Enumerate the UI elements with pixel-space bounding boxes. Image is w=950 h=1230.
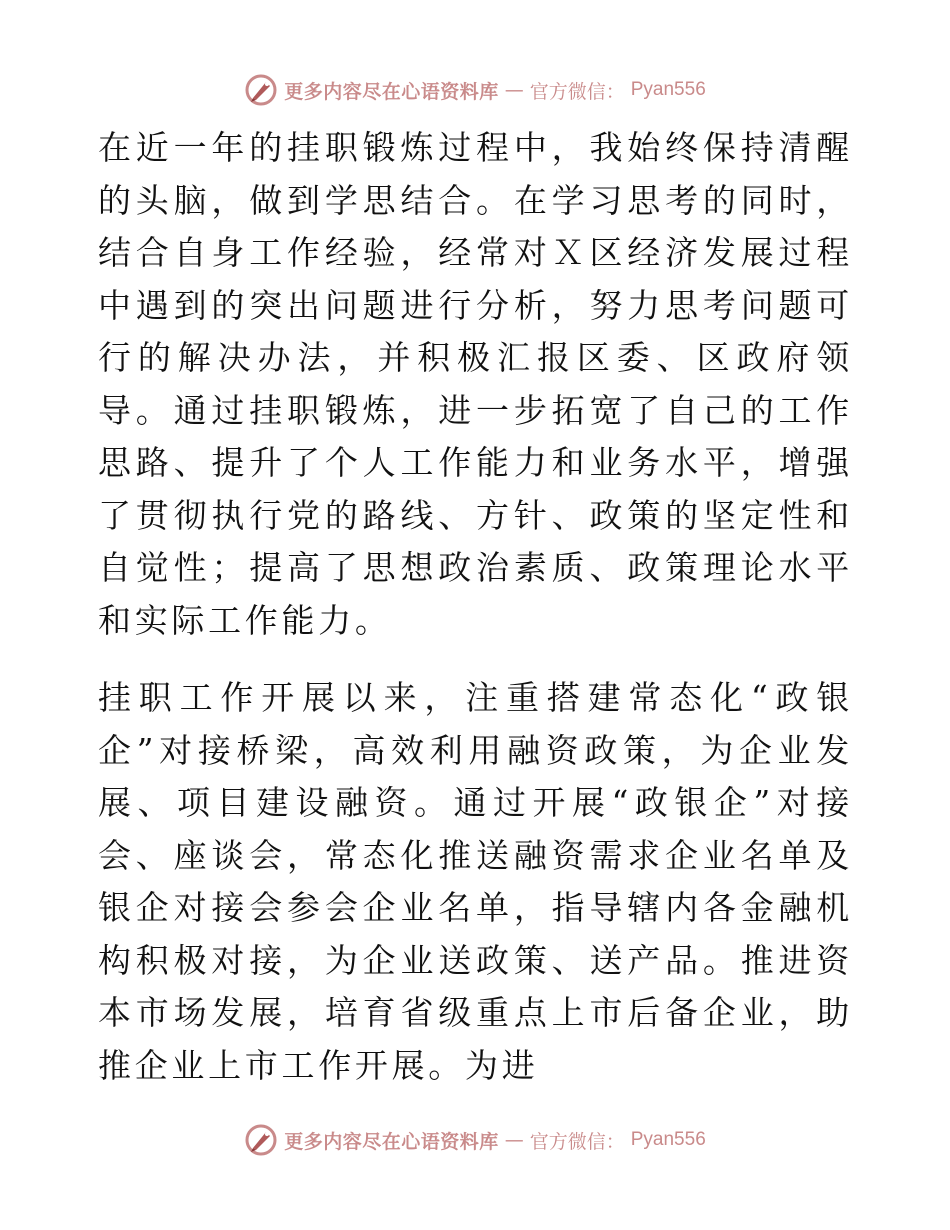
banner-wechat-label: 官方微信：: [529, 80, 625, 103]
paragraph-1: 在近一年的挂职锻炼过程中，我始终保持清醒的头脑，做到学思结合。在学习思考的同时，结合自身工作经验，经常对Ｘ区经济发展过程中遇到的突出问题进行分析，努力思考问题可行的解决办法，并积极汇报区委、区政府领导。通过挂职锻炼，进一步拓宽了自己的工作思路、提升了个人工作能力和业务水平，增强了贯彻执行党的路线、方针、政策的坚定性和自觉性；提高了思想政治素质、政策理论水平和实际工作能力。: [98, 128, 853, 640]
banner-wechat-id: Pyan556: [630, 79, 706, 100]
header-watermark-banner: [0, 70, 950, 110]
pen-nib-logo-icon: [244, 73, 278, 107]
pen-nib-logo-icon: [244, 1123, 278, 1157]
document-body: [98, 122, 853, 1092]
paragraph-2: 挂职工作开展以来，注重搭建常态化“政银企”对接桥梁，高效利用融资政策，为企业发展、项目建设融资。通过开展“政银企”对接会、座谈会，常态化推送融资需求企业名单及银企对接会参会企业名单，指导辖内各金融机构积极对接，为企业送政策、送产品。推进资本市场发展，培育省级重点上市后备企业，助推企业上市工作开展。为进: [98, 678, 853, 1085]
banner-site-name: 更多内容尽在心语资料库: [284, 1130, 499, 1153]
banner-wechat-label: 官方微信：: [529, 1130, 625, 1153]
banner-dash: —: [504, 79, 524, 101]
banner-wechat-id: Pyan556: [630, 1129, 706, 1150]
banner-site-name: 更多内容尽在心语资料库: [284, 80, 499, 103]
footer-watermark-banner: [0, 1120, 950, 1160]
banner-dash: —: [504, 1129, 524, 1151]
